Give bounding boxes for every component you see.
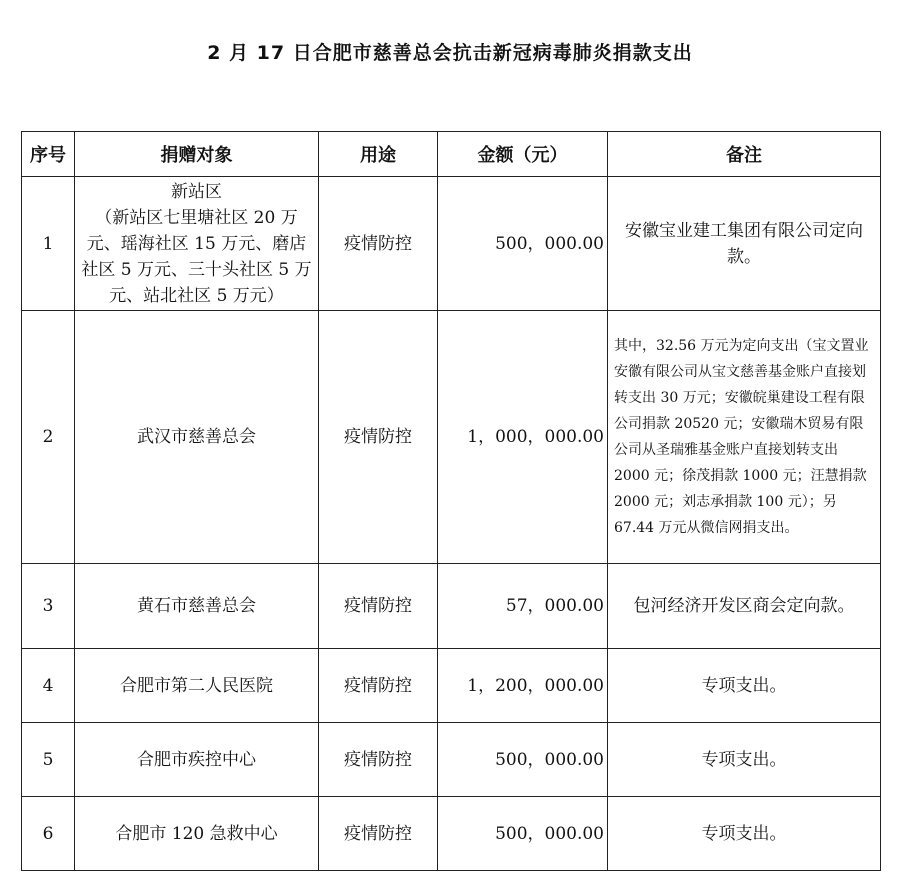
row-note: 专项支出。 [608,723,881,797]
row-idx: 5 [22,723,75,797]
header-use: 用途 [319,132,438,177]
row-use: 疫情防控 [319,723,438,797]
table-row [22,311,881,564]
row-target: 武汉市慈善总会 [75,311,319,564]
row-amount: 1，000，000.00 [438,311,608,564]
table-header-row [22,132,881,177]
row-target: 合肥市 120 急救中心 [75,797,319,871]
table-row [22,649,881,723]
row-use: 疫情防控 [319,649,438,723]
header-idx: 序号 [22,132,75,177]
row-idx: 4 [22,649,75,723]
row-target: 合肥市第二人民医院 [75,649,319,723]
row-note: 专项支出。 [608,649,881,723]
row-idx: 6 [22,797,75,871]
header-amount: 金额（元） [438,132,608,177]
header-note: 备注 [608,132,881,177]
row-use: 疫情防控 [319,797,438,871]
row-target: 合肥市疾控中心 [75,723,319,797]
row-use: 疫情防控 [319,564,438,649]
row-note: 其中，32.56 万元为定向支出（宝文置业安徽有限公司从宝文慈善基金账户直接划转支出 30 万元；安徽皖巢建设工程有限公司捐款 20520 元；安徽瑞木贸易有限公司从圣瑞雅基金账户直接划转支出 2000 元；徐茂捐款 1000 元；汪慧捐款2000 元；刘志承捐款 100 元）；另 67.44 万元从微信网捐支出。 [608,311,881,564]
row-idx: 3 [22,564,75,649]
row-target-detail: （新站区七里塘社区 20 万元、瑶海社区 15 万元、磨店社区 5 万元、三十头社区 5 万元、站北社区 5 万元） [81,207,312,306]
row-amount: 1，200，000.00 [438,649,608,723]
table-row [22,797,881,871]
page-title: 2 月 17 日合肥市慈善总会抗击新冠病毒肺炎捐款支出 [207,42,693,64]
donation-expense-table [21,131,881,871]
table-row [22,723,881,797]
row-use: 疫情防控 [319,311,438,564]
row-target: 黄石市慈善总会 [75,564,319,649]
row-note: 专项支出。 [608,797,881,871]
row-use: 疫情防控 [319,177,438,311]
row-target-name: 新站区 [171,181,222,202]
row-amount: 500，000.00 [438,797,608,871]
row-idx: 2 [22,311,75,564]
row-note: 安徽宝业建工集团有限公司定向款。 [608,177,881,311]
header-target: 捐赠对象 [75,132,319,177]
row-idx: 1 [22,177,75,311]
row-target [75,177,319,311]
row-note: 包河经济开发区商会定向款。 [608,564,881,649]
row-amount: 57，000.00 [438,564,608,649]
row-amount: 500，000.00 [438,723,608,797]
table-row [22,177,881,311]
table-row [22,564,881,649]
row-amount: 500，000.00 [438,177,608,311]
